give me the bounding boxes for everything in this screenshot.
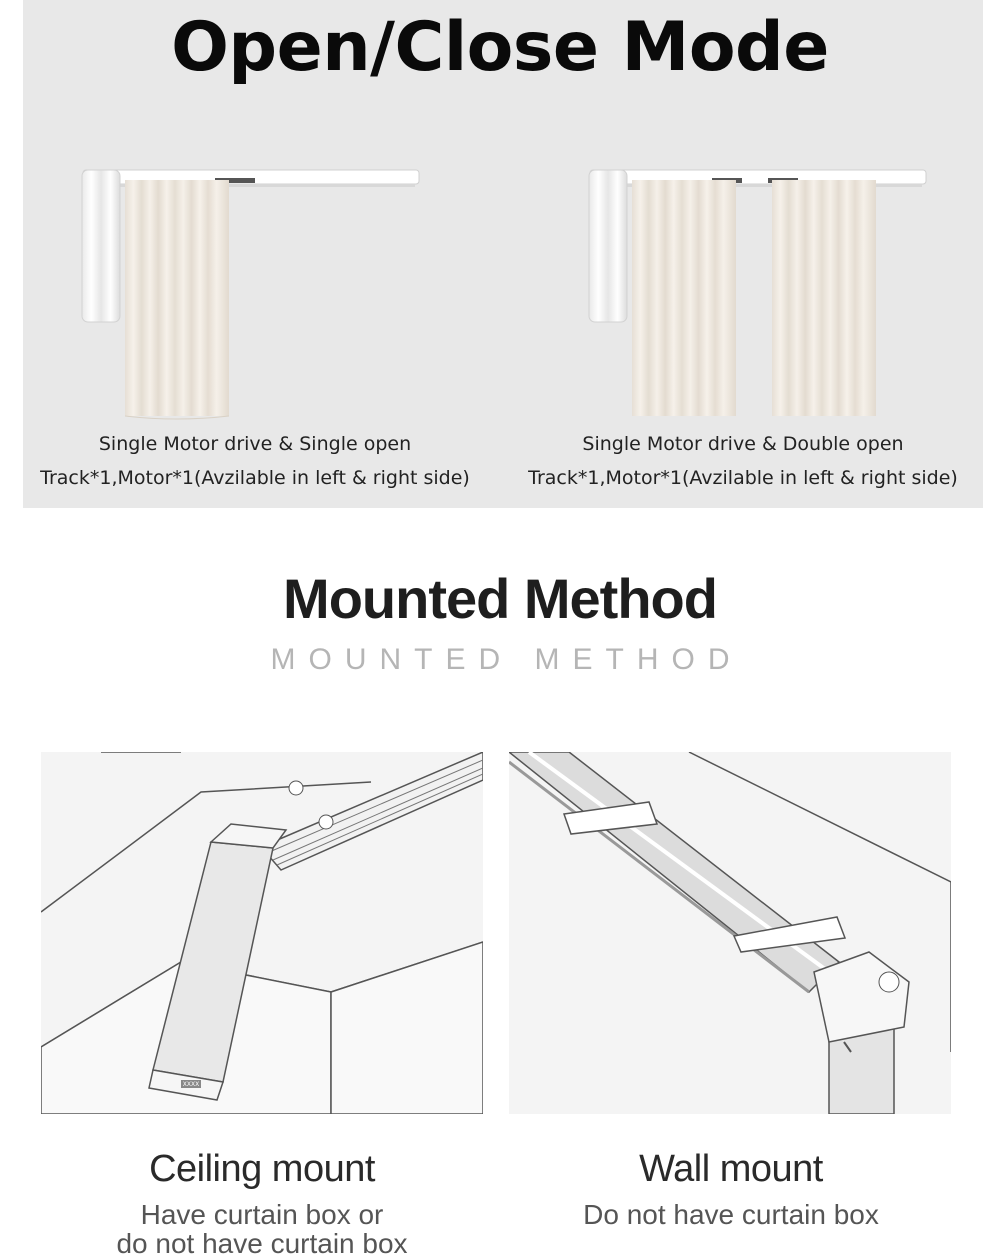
motor-label: XXXX [182, 1081, 200, 1088]
ceiling-mount-desc-line1: Have curtain box or [140, 1199, 384, 1230]
mounted-method-title: Mounted Method [283, 567, 717, 630]
wall-mount-title: Wall mount [639, 1148, 823, 1190]
wall-mount-desc: Do not have curtain box [583, 1199, 879, 1230]
wall-mount-illustration [509, 752, 951, 1114]
ceiling-mount-illustration [41, 752, 483, 1114]
page-title: Open/Close Mode [171, 8, 829, 87]
double-open-curtain-image [582, 160, 932, 420]
single-open-curtain-image [75, 160, 425, 420]
mounted-method-subtitle: MOUNTED METHOD [270, 643, 743, 676]
ceiling-mount-desc-line2: do not have curtain box [116, 1228, 408, 1259]
mode-1-spec: Track*1,Motor*1(Avzilable in left & right side) [40, 467, 470, 489]
mode-2-name: Single Motor drive & Double open [582, 433, 904, 455]
mode-1-name: Single Motor drive & Single open [98, 433, 412, 455]
ceiling-mount-title: Ceiling mount [149, 1148, 375, 1190]
mode-2-spec: Track*1,Motor*1(Avzilable in left & right side) [528, 467, 958, 489]
